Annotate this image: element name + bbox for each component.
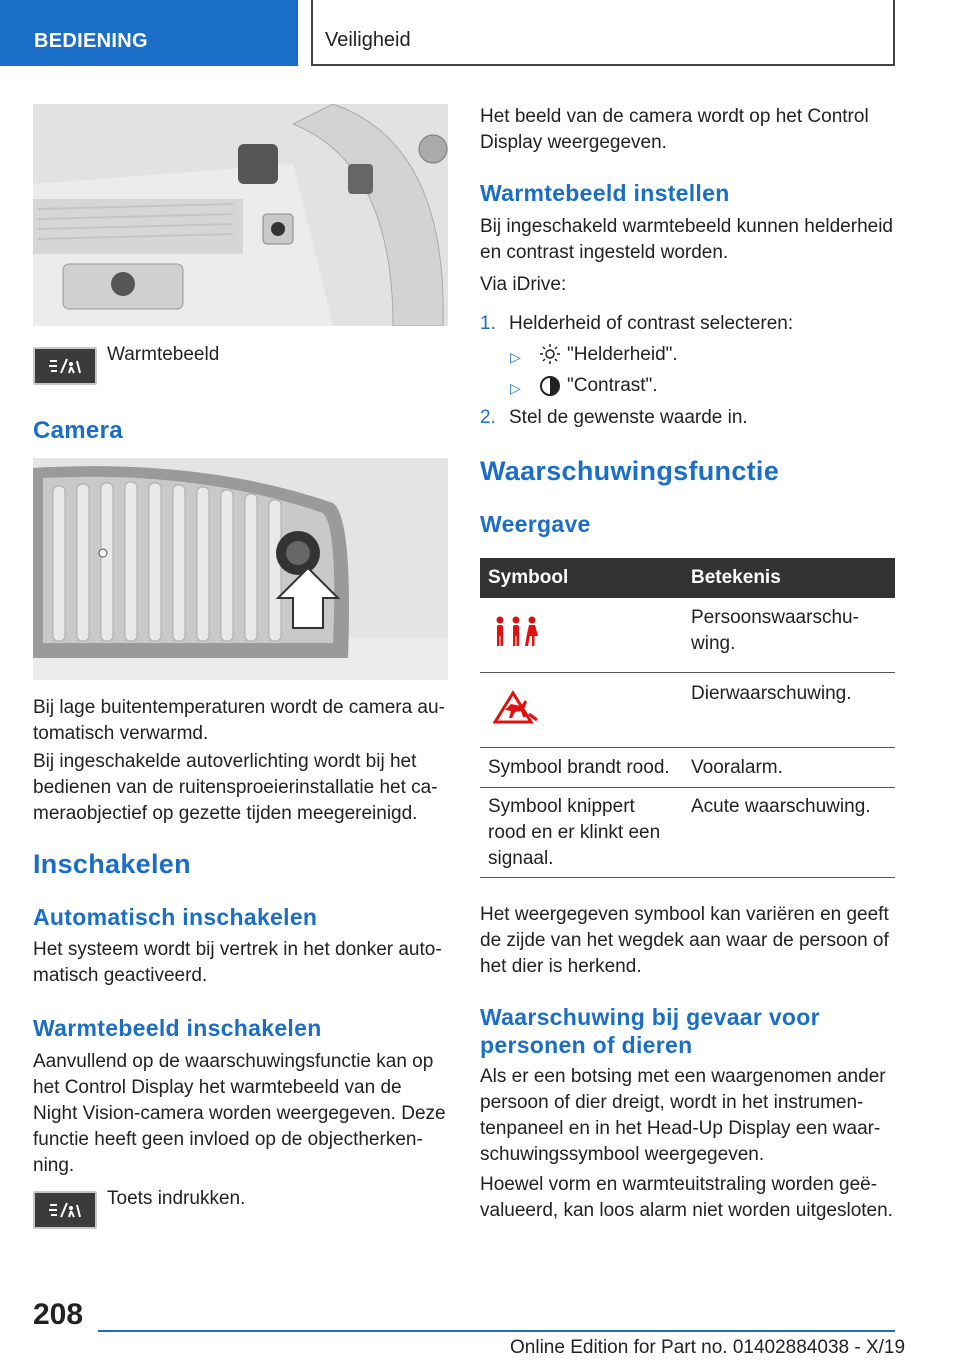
table-header bbox=[480, 558, 895, 598]
step-2-number: 2. bbox=[480, 407, 496, 428]
automatisch-paragraph: Het systeem wordt bij vertrek in het donker auto‐ matisch geactiveerd. bbox=[33, 939, 442, 986]
contrast-icon bbox=[539, 375, 561, 397]
row-3-meaning: Vooralarm. bbox=[691, 757, 783, 778]
grille-camera-photo bbox=[33, 458, 448, 680]
bullet-triangle-icon: ▷ bbox=[510, 380, 521, 396]
sub-option-contrast: "Contrast". bbox=[567, 375, 658, 396]
animal-warning-icon bbox=[493, 690, 539, 729]
chapter-tab bbox=[311, 0, 895, 66]
row-4-meaning: Acute waarschuwing. bbox=[691, 796, 871, 817]
sub-option-helderheid: "Helderheid". bbox=[567, 344, 678, 365]
column-header-betekenis: Betekenis bbox=[691, 567, 781, 588]
weergave-heading: Weergave bbox=[480, 511, 591, 537]
toets-indrukken: Toets indrukken. bbox=[107, 1188, 246, 1209]
warmtebeeld-caption: Warmtebeeld bbox=[107, 344, 220, 365]
waarschuwingsfunctie-heading: Waarschuwingsfunctie bbox=[480, 456, 780, 486]
night-vision-button-icon bbox=[33, 347, 97, 385]
section-title: BEDIENING bbox=[34, 30, 148, 52]
table-row bbox=[480, 673, 895, 748]
variation-paragraph: Het weergegeven symbool kan variëren en geeft de zijde van het wegdek aan waar de persoon of het dier is herkend. bbox=[480, 904, 889, 977]
instellen-heading: Warmtebeeld instellen bbox=[480, 180, 730, 206]
person-warning-icon bbox=[492, 616, 542, 653]
brightness-icon bbox=[539, 343, 561, 365]
intro-paragraph: Het beeld van de camera wordt op het Control Display weergegeven. bbox=[480, 106, 869, 153]
gevaar-paragraph-1: Als er een botsing met een waargenomen ander persoon of dier dreigt, wordt in het instrumen‐ tenpaneel en in het Head-Up Display een waar‐ schuwingssymbool weergegeven. bbox=[480, 1066, 886, 1165]
row-3-symbol: Symbool brandt rood. bbox=[488, 757, 670, 778]
column-header-symbool: Symbool bbox=[488, 567, 569, 588]
dashboard-photo bbox=[33, 104, 448, 326]
gevaar-paragraph-2: Hoewel vorm en warmteuitstraling worden geë‐ valueerd, kan loos alarm niet worden uitgesloten. bbox=[480, 1174, 893, 1221]
warmtebeeld-inschakelen-heading: Warmtebeeld inschakelen bbox=[33, 1015, 322, 1041]
section-tab bbox=[0, 0, 298, 66]
row-4-symbol: Symbool knippert rood en er klinkt een signaal. bbox=[488, 796, 661, 869]
table-row bbox=[480, 788, 895, 878]
via-idrive: Via iDrive: bbox=[480, 274, 567, 295]
symbol-table bbox=[480, 558, 895, 878]
gevaar-heading: Waarschuwing bij gevaar voor personen of dieren bbox=[480, 1004, 820, 1058]
table-row bbox=[480, 748, 895, 788]
camera-heading: Camera bbox=[33, 417, 123, 444]
page-number: 208 bbox=[33, 1298, 84, 1331]
bullet-triangle-icon: ▷ bbox=[510, 349, 521, 365]
table-row bbox=[480, 598, 895, 673]
step-1-number: 1. bbox=[480, 313, 496, 334]
edition-note: Online Edition for Part no. 01402884038 - X/19 bbox=[510, 1337, 906, 1358]
step-2-text: Stel de gewenste waarde in. bbox=[509, 407, 748, 428]
night-vision-button-icon-2 bbox=[33, 1191, 97, 1229]
step-1-text: Helderheid of contrast selecteren: bbox=[509, 313, 794, 334]
inschakelen-heading: Inschakelen bbox=[33, 849, 191, 879]
instellen-paragraph: Bij ingeschakeld warmtebeeld kunnen helderheid en contrast ingesteld worden. bbox=[480, 216, 893, 263]
footer-divider bbox=[98, 1330, 895, 1332]
automatisch-heading: Automatisch inschakelen bbox=[33, 904, 318, 930]
row-2-meaning: Dierwaarschuwing. bbox=[691, 683, 852, 704]
camera-paragraph-1: Bij lage buitentemperaturen wordt de camera au‐ tomatisch verwarmd. bbox=[33, 697, 445, 744]
row-1-meaning: Persoonswaarschu‐ wing. bbox=[691, 607, 859, 654]
chapter-title: Veiligheid bbox=[325, 29, 411, 51]
camera-paragraph-2: Bij ingeschakelde autoverlichting wordt bij het bedienen van de ruitensproeierinstallatie het ca‐ meraobjectief op gezette tijden meegereinigd. bbox=[33, 751, 438, 824]
warmtebeeld-inschakelen-paragraph: Aanvullend op de waarschuwingsfunctie kan op het Control Display het warmtebeeld van de Night Vision-camera worden weergegeven. Deze functie heeft geen invloed op de objectherken‐ ning. bbox=[33, 1051, 446, 1176]
